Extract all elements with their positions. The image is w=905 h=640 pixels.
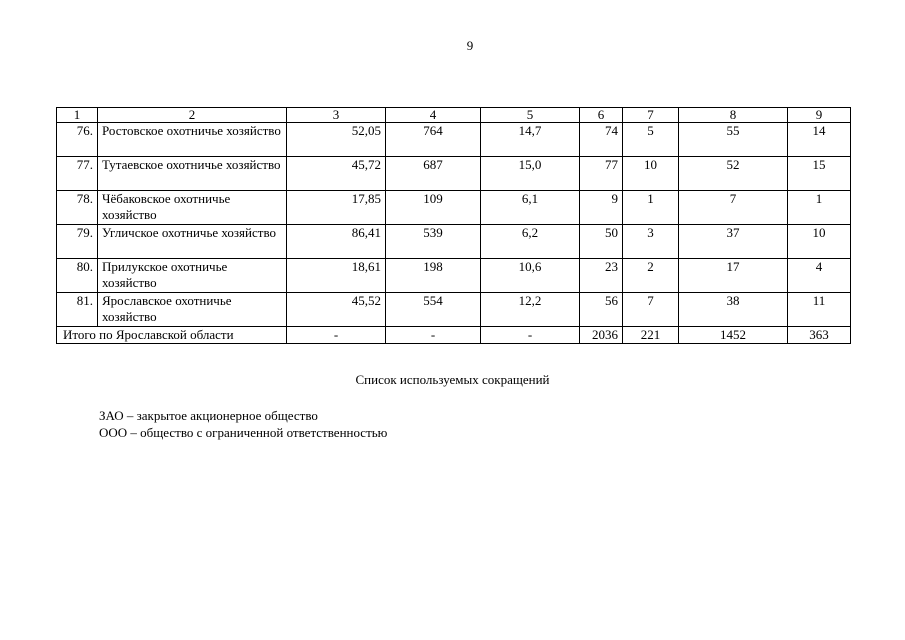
total-col3: - bbox=[287, 327, 386, 344]
cell-col8: 7 bbox=[679, 191, 788, 225]
row-number: 79. bbox=[57, 225, 98, 259]
header-cell: 8 bbox=[679, 108, 788, 123]
cell-col7: 5 bbox=[623, 123, 679, 157]
cell-col5: 6,2 bbox=[481, 225, 580, 259]
cell-col4: 687 bbox=[386, 157, 481, 191]
cell-col5: 12,2 bbox=[481, 293, 580, 327]
cell-col8: 55 bbox=[679, 123, 788, 157]
cell-col8: 38 bbox=[679, 293, 788, 327]
row-number: 81. bbox=[57, 293, 98, 327]
cell-col3: 17,85 bbox=[287, 191, 386, 225]
farm-name: Чёбаковское охотничье хозяйство bbox=[98, 191, 287, 225]
cell-col3: 45,72 bbox=[287, 157, 386, 191]
farm-name: Ростовское охотничье хозяйство bbox=[98, 123, 287, 157]
cell-col4: 764 bbox=[386, 123, 481, 157]
abbreviations-list bbox=[99, 407, 387, 441]
cell-col5: 15,0 bbox=[481, 157, 580, 191]
cell-col7: 1 bbox=[623, 191, 679, 225]
cell-col9: 4 bbox=[788, 259, 851, 293]
header-cell: 4 bbox=[386, 108, 481, 123]
table-row bbox=[57, 157, 851, 191]
cell-col6: 77 bbox=[580, 157, 623, 191]
cell-col9: 11 bbox=[788, 293, 851, 327]
cell-col9: 10 bbox=[788, 225, 851, 259]
cell-col7: 10 bbox=[623, 157, 679, 191]
header-cell: 1 bbox=[57, 108, 98, 123]
header-cell: 3 bbox=[287, 108, 386, 123]
cell-col6: 50 bbox=[580, 225, 623, 259]
total-col4: - bbox=[386, 327, 481, 344]
cell-col4: 554 bbox=[386, 293, 481, 327]
farm-name: Прилукское охотничье хозяйство bbox=[98, 259, 287, 293]
cell-col6: 56 bbox=[580, 293, 623, 327]
cell-col6: 23 bbox=[580, 259, 623, 293]
cell-col3: 45,52 bbox=[287, 293, 386, 327]
cell-col8: 52 bbox=[679, 157, 788, 191]
header-cell: 7 bbox=[623, 108, 679, 123]
row-number: 77. bbox=[57, 157, 98, 191]
cell-col5: 10,6 bbox=[481, 259, 580, 293]
total-row bbox=[57, 327, 851, 344]
table-header-row bbox=[57, 108, 851, 123]
cell-col4: 539 bbox=[386, 225, 481, 259]
table-row bbox=[57, 225, 851, 259]
cell-col6: 74 bbox=[580, 123, 623, 157]
abbreviation-item: ЗАО – закрытое акционерное общество bbox=[99, 408, 318, 423]
cell-col7: 7 bbox=[623, 293, 679, 327]
cell-col9: 15 bbox=[788, 157, 851, 191]
total-col5: - bbox=[481, 327, 580, 344]
abbreviations-title: Список используемых сокращений bbox=[355, 372, 550, 387]
cell-col5: 14,7 bbox=[481, 123, 580, 157]
farm-name: Угличское охотничье хозяйство bbox=[98, 225, 287, 259]
cell-col3: 86,41 bbox=[287, 225, 386, 259]
abbreviation-item: ООО – общество с ограниченной ответственностью bbox=[99, 425, 388, 440]
table-row bbox=[57, 259, 851, 293]
cell-col4: 109 bbox=[386, 191, 481, 225]
row-number: 80. bbox=[57, 259, 98, 293]
header-cell: 6 bbox=[580, 108, 623, 123]
cell-col3: 18,61 bbox=[287, 259, 386, 293]
cell-col9: 1 bbox=[788, 191, 851, 225]
total-label: Итого по Ярославской области bbox=[57, 327, 287, 344]
cell-col5: 6,1 bbox=[481, 191, 580, 225]
farm-name: Ярославское охотничье хозяйство bbox=[98, 293, 287, 327]
cell-col4: 198 bbox=[386, 259, 481, 293]
row-number: 76. bbox=[57, 123, 98, 157]
total-col6: 2036 bbox=[580, 327, 623, 344]
cell-col3: 52,05 bbox=[287, 123, 386, 157]
total-col8: 1452 bbox=[679, 327, 788, 344]
total-col9: 363 bbox=[788, 327, 851, 344]
total-col7: 221 bbox=[623, 327, 679, 344]
cell-col7: 2 bbox=[623, 259, 679, 293]
row-number: 78. bbox=[57, 191, 98, 225]
cell-col9: 14 bbox=[788, 123, 851, 157]
cell-col8: 17 bbox=[679, 259, 788, 293]
header-cell: 9 bbox=[788, 108, 851, 123]
farm-name: Тутаевское охотничье хозяйство bbox=[98, 157, 287, 191]
cell-col8: 37 bbox=[679, 225, 788, 259]
table-body bbox=[57, 108, 851, 344]
cell-col6: 9 bbox=[580, 191, 623, 225]
table-row bbox=[57, 191, 851, 225]
page-number: 9 bbox=[466, 38, 474, 53]
hunting-farms-table bbox=[56, 107, 851, 344]
header-cell: 5 bbox=[481, 108, 580, 123]
table-row bbox=[57, 293, 851, 327]
cell-col7: 3 bbox=[623, 225, 679, 259]
table-row bbox=[57, 123, 851, 157]
header-cell: 2 bbox=[98, 108, 287, 123]
